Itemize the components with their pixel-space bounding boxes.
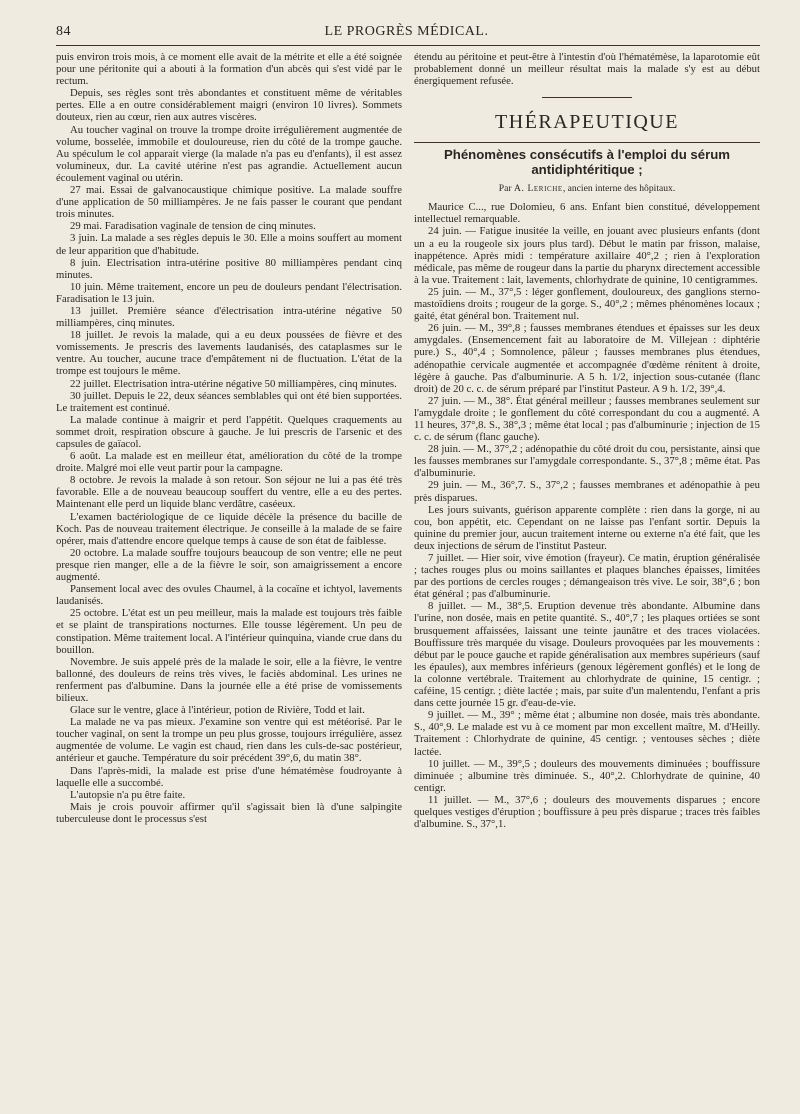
paragraph: 10 juin. Même traitement, encore un peu de douleurs pendant l'électrisation. Faradisation le 13 juin.	[56, 280, 402, 305]
paragraph: 13 juillet. Première séance d'électrisation intra-utérine négative 50 milliampères, cinq minutes.	[56, 304, 402, 330]
paragraph: L'examen bactériologique de ce liquide décèle la présence du bacille de Koch. Pas de nouveau traitement électrique. Je conseille à la malade de se faire opérer, mais d'attendre encore quelque temps à cause de son état de faiblesse.	[56, 510, 402, 547]
article-title-line-2: antidiphtéritique ;	[531, 162, 643, 178]
paragraph: L'autopsie n'a pu être faite.	[70, 788, 186, 801]
paragraph: 27 juin. — M., 38°. État général meilleur ; fausses membranes seulement sur l'amygdale droite ; le gonflement du côté correspondant du cou a augmenté. A 11 heures, 37°,8. S., 38°,3 ; même état local ; pas d'albuminurie ; injection de 15 c. c. de sérum (flanc gauche).	[414, 394, 760, 444]
paragraph: 18 juillet. Je revois la malade, qui a eu deux poussées de fièvre et des vomissements. Je prescris des lavements laudanisés, des cataplasmes sur le ventre. Au toucher, aucune trace d'empâtement ni de fluctuation. L'état de la trompe est toujours le même.	[56, 329, 402, 378]
paragraph: 28 juin. — M., 37°,2 ; adénopathie du côté droit du cou, persistante, ainsi que les fausses membranes sur l'amygdale correspondante. S., 37°,8 ; même état. Pas d'albuminurie.	[414, 443, 760, 480]
byline	[414, 183, 760, 195]
paragraph: Depuis, ses règles sont très abondantes et constituent même de véritables pertes. Elle a en outre considérablement maigri (environ 10 livres). Sommets douteux, rien au cœur, rien aux autres viscères.	[56, 87, 402, 124]
paragraph: 20 octobre. La malade souffre toujours beaucoup de son ventre; elle ne peut presque rien manger, elle a de la fièvre le soir, son amaigrissement a encore augmenté.	[56, 546, 402, 584]
section-divider	[542, 97, 632, 98]
byline-prefix: Par	[498, 183, 512, 195]
paragraph: 8 octobre. Je revois la malade à son retour. Son séjour ne lui a pas été très favorable. Elle a de nouveau beaucoup souffert du ventre, elle a eu des pertes. Maintenant elle perd un liquide blanc verdâtre, caséeux.	[56, 474, 402, 511]
paragraph: puis environ trois mois, à ce moment elle avait de la métrite et elle a été soignée pour une péritonite qui a abouti à la formation d'un abcès qui s'est vidé par le rectum.	[56, 51, 402, 88]
section-title: THÉRAPEUTIQUE	[495, 111, 679, 134]
paragraph: 29 mai. Faradisation vaginale de tension de cinq minutes.	[70, 220, 316, 233]
paragraph: 11 juillet. — M., 37°,6 ; douleurs des mouvements disparues ; encore quelques vestiges d'éruption ; bouffissure à peu près disparue ; traces très faibles d'albumine. S., 37°,1.	[414, 793, 760, 831]
byline-author: A. Leriche	[513, 183, 563, 195]
paragraph: La malade continue à maigrir et perd l'appétit. Quelques craquements au sommet droit, respiration obscure à gauche. Je lui prescris de l'arsenic et des capsules de gaïacol.	[56, 413, 402, 450]
paragraph: 24 juin. — Fatigue inusitée la veille, en jouant avec plusieurs enfants (dont un a eu la rougeole six jours plus tard). Début le matin par frisson, malaise, inappétence. Après midi : température axillaire 40°,2 ; rien à l'exploration médicale, pas même de rougeur dans la partie du pharynx directement accessible à la vue. Traitement : lait, lavements, chlorhydrate de quinine, 10 centigrammes.	[414, 225, 760, 286]
page-number: 84	[56, 24, 71, 39]
paragraph: 30 juillet. Depuis le 22, deux séances semblables qui ont été bien supportées. Le traitement est continué.	[56, 389, 402, 414]
paragraph: 9 juillet. — M., 39° ; même état ; albumine non dosée, mais très abondante. S., 40°,9. Le malade est vu à ce moment par mon excellent maître, M. d'Heilly. Traitement : Chlorhydrate de quinine, 45 centigr. ; ventouses sèches ; diète lactée.	[414, 709, 760, 758]
paragraph: 25 octobre. L'état est un peu meilleur, mais la malade est toujours très faible et se plaint de transpirations nocturnes. Elle tousse légèrement. Un peu de constipation. Même traitement local. A l'intérieur quinquina, viande crue dans du bouillon.	[56, 607, 402, 656]
section-title-rule	[414, 142, 760, 143]
paragraph: Les jours suivants, guérison apparente complète : rien dans la gorge, ni au cou, bon appétit, etc. Cependant on ne laisse pas l'enfant sortir. Depuis la quinine du premier jour, aucun traitement interne ou externe n'a été fait, que les deux injections de sérum de l'institut Pasteur.	[414, 503, 760, 552]
paragraph: La malade ne va pas mieux. J'examine son ventre qui est météorisé. Par le toucher vaginal, on sent la trompe un peu plus grosse, toujours irrégulière, assez augmentée de volume. Le vagin est chaud, rien dans les culs-de-sac postérieur, antérieur et gauche. Température du soir précédent 39°,6, du matin 38°.	[56, 716, 402, 765]
paragraph: Novembre. Je suis appelé près de la malade le soir, elle a la fièvre, le ventre ballonné, des douleurs de reins très vives, le faciès abdominal. Les urines ne renferment pas d'albumine. Dans la journée elle a été prise de vomissements bilieux.	[56, 655, 402, 704]
paragraph: Pansement local avec des ovules Chaumel, à la cocaïne et ichtyol, lavements laudanisés.	[56, 583, 402, 608]
left-column	[56, 51, 402, 830]
paragraph: 3 juin. La malade a ses règles depuis le 30. Elle a moins souffert au moment de leur apparition que d'habitude.	[56, 232, 402, 257]
article-title-line-1: Phénomènes consécutifs à l'emploi du sérum	[443, 147, 730, 163]
paragraph: 10 juillet. — M., 39°,5 ; douleurs des mouvements diminuées ; bouffissure diminuée ; albumine très diminuée. S., 40°,2. Chlorhydrate de quinine, 40 centigr.	[414, 757, 760, 794]
paragraph: Mais je crois pouvoir affirmer qu'il s'agissait bien là d'une salpingite tuberculeuse dont le processus s'est	[56, 800, 402, 825]
paragraph: 6 août. La malade est en meilleur état, amélioration du côté de la trompe droite. Malgré moi elle veut partir pour la campagne.	[56, 450, 402, 475]
paragraph: 25 juin. — M., 37°,5 : léger gonflement, douloureux, des ganglions sterno-mastoïdiens droits ; rougeur de la gorge. S., 40°,2 ; mêmes phénomènes locaux ; gaité, état général bon. Traitement nul.	[414, 285, 760, 323]
paragraph: 8 juin. Electrisation intra-utérine positive 80 milliampères pendant cinq minutes.	[56, 256, 402, 281]
paragraph: Glace sur le ventre, glace à l'intérieur, potion de Rivière, Todd et lait.	[70, 704, 365, 717]
paragraph: 29 juin. — M., 36°,7. S., 37°,2 ; fausses membranes et adénopathie à peu près disparues.	[414, 479, 760, 504]
paragraph: étendu au péritoine et peut-être à l'intestin d'où l'hématémèse, la laparotomie eût probablement donné un meilleur résultat mais la malade s'y est au début énergiquement refusée.	[414, 51, 760, 88]
paragraph: Au toucher vaginal on trouve la trompe droite irrégulièrement augmentée de volume, bosselée, immobile et douloureuse, rien du côté de la trompe gauche. Au spéculum le col apparait vierge (la malade n'a pas eu d'enfants), il est assez volumineux, dur. La cavité utérine n'est pas agrandie. Actuellement aucun écoulement vaginal ou utérin.	[56, 123, 402, 184]
paragraph: 7 juillet. — Hier soir, vive émotion (frayeur). Ce matin, éruption généralisée ; taches rouges plus ou moins saillantes et plaques blanches épaisses, limitées par des portions de cercles rouges ; démangeaison très vive. Le soir, 38°,6 ; bon état général ; pas d'albuminurie.	[414, 552, 760, 601]
journal-title: LE PROGRÈS MÉDICAL.	[324, 24, 489, 39]
right-body	[414, 201, 760, 830]
two-column-body	[56, 51, 760, 830]
paragraph: 8 juillet. — M., 38°,5. Eruption devenue très abondante. Albumine dans l'urine, non dosée, mais en petite quantité. S., 40°,7 ; les plaques ortiées se sont brusquement affaissées, laissant une teinte jaunâtre et des traces violacées. Bouffissure très marquée du visage. Douleurs provoquées par les mouvements : début par le pouce gauche et rapide généralisation aux membres supérieurs (sauf les épaules), aux membres inférieurs (genoux légèrement gonflés) et le long de la colonne vertébrale. Traitement au chlorhydrate de quinine, 15 centigr. ; caféine, 15 centigr. ; diète lactée ; mais, par suite d'un malentendu, l'enfant a pris dans cette journée 15 gr. d'eau-de-vie.	[414, 600, 760, 710]
byline-suffix: , ancien interne des hôpitaux.	[562, 183, 676, 195]
article-title	[414, 147, 760, 177]
paragraph: Maurice C..., rue Dolomieu, 6 ans. Enfant bien constitué, développement intellectuel remarquable.	[414, 201, 760, 226]
running-head	[56, 24, 760, 40]
paragraph: 22 juillet. Electrisation intra-utérine négative 50 milliampères, cinq minutes.	[70, 377, 397, 390]
right-column	[414, 51, 760, 830]
paragraph: 26 juin. — M., 39°,8 ; fausses membranes étendues et épaisses sur les deux amygdales. (Ensemencement fait au laboratoire de M. Villejean : diphtérie pure.) S., 40°,4 ; Somnolence, pâleur ; fausses membranes plus étendues, adénopathie cervicale augmentée et accompagnée d'œdème rénitent à droite, légère à gauche. Pas d'albuminurie. A 5 h. 1/2, injection sous-cutanée (flanc droit) de 20 c. c. de sérum préparé par l'institut Pasteur. A 9 h. 1/2, 39°,4.	[414, 322, 760, 395]
header-rule	[56, 45, 760, 46]
paragraph: Dans l'après-midi, la malade est prise d'une hématémèse foudroyante à laquelle elle a succombé.	[56, 764, 402, 789]
paragraph: 27 mai. Essai de galvanocaustique chimique positive. La malade souffre d'une application de 50 milliampères. Je ne fais passer le courant que pendant trois minutes.	[56, 184, 402, 221]
right-intro	[414, 51, 760, 87]
